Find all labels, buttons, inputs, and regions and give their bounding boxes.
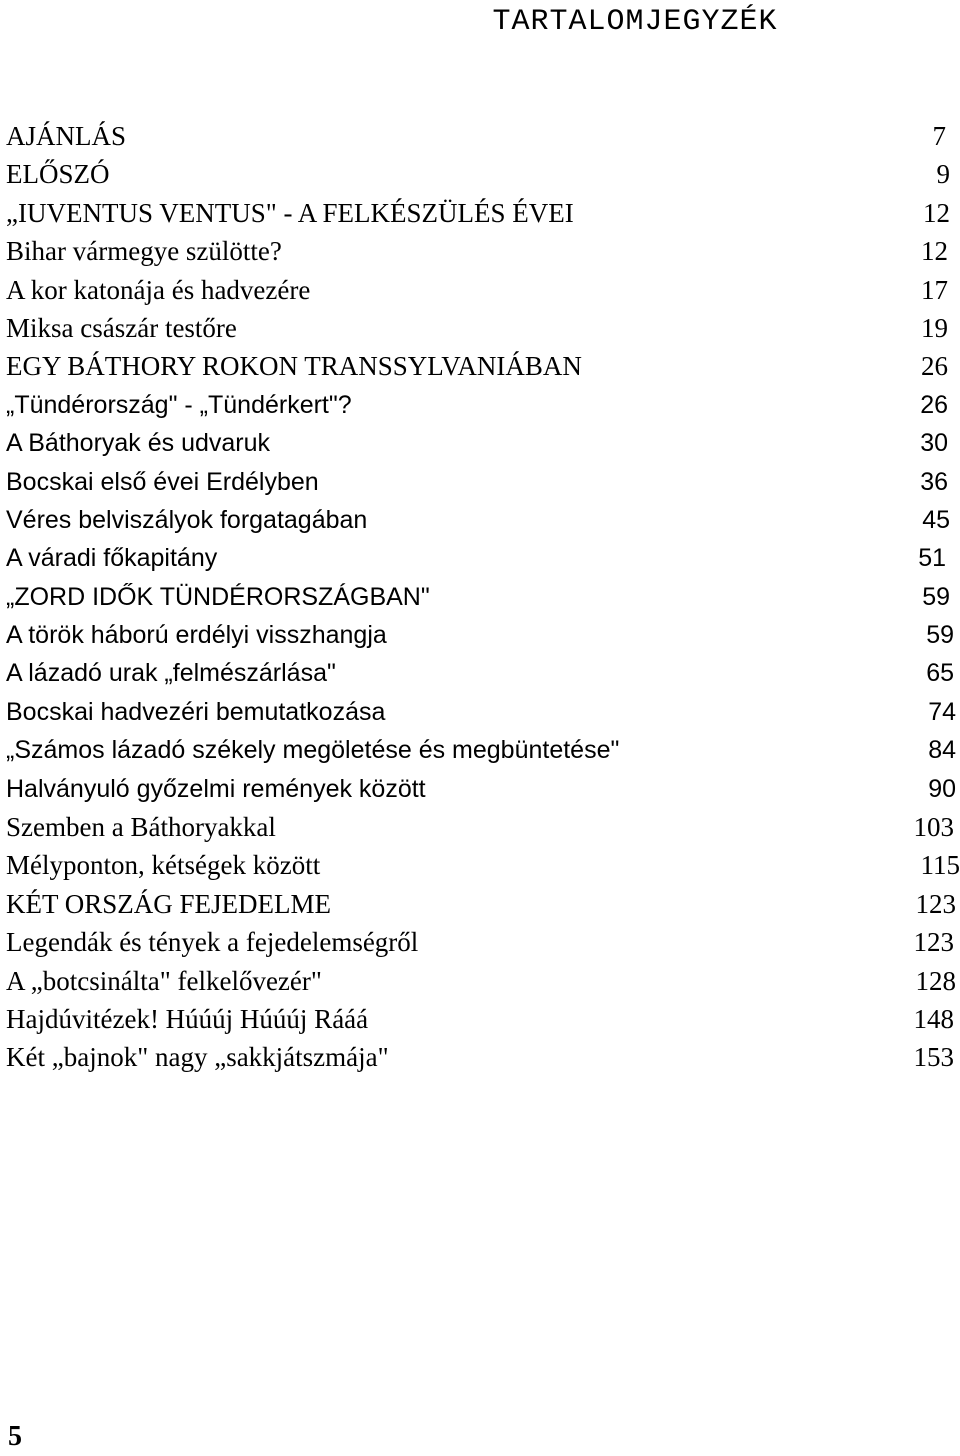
toc-entry-page: 12 [921, 236, 948, 267]
toc-entry [6, 309, 960, 347]
toc-entry [6, 1038, 960, 1076]
toc-entry [6, 347, 960, 385]
toc-entry-page: 123 [915, 888, 956, 919]
toc-entry-page: 103 [913, 812, 954, 843]
table-of-contents [6, 117, 960, 1077]
toc-entry [6, 1000, 960, 1038]
toc-entry-page: 59 [926, 621, 954, 650]
toc-entry-page: 12 [923, 197, 950, 228]
toc-entry [6, 731, 960, 769]
toc-entry-title: Bocskai első évei Erdélyben [6, 467, 319, 496]
toc-entry-title: A váradi főkapitány [6, 544, 218, 573]
toc-entry-title: Halványuló győzelmi remények között [6, 774, 426, 803]
toc-entry-title: A török háború erdélyi visszhangja [6, 621, 387, 650]
toc-entry [6, 693, 960, 731]
toc-entry [6, 155, 960, 193]
toc-entry-title: Hajdúvitézek! Húúúj Húúúj Rááá [6, 1003, 369, 1034]
toc-entry-page: 19 [921, 312, 948, 343]
toc-entry-page: 123 [913, 927, 954, 958]
toc-entry-title: „Tündérország" - „Tündérkert"? [6, 390, 352, 419]
toc-entry-title: A „botcsinálta" felkelővezér" [6, 965, 322, 996]
toc-entry-title: ELŐSZÓ [6, 159, 110, 190]
toc-entry [6, 232, 960, 270]
toc-entry [6, 424, 960, 462]
page-title: TARTALOMJEGYZÉK [492, 5, 778, 39]
toc-entry-page: 59 [922, 582, 950, 611]
toc-entry-page: 17 [921, 274, 948, 305]
toc-entry [6, 808, 960, 846]
toc-entry-page: 9 [936, 159, 950, 190]
toc-entry-title: „Számos lázadó székely megöletése és megbüntetése" [6, 736, 620, 765]
toc-entry-title: EGY BÁTHORY ROKON TRANSSYLVANIÁBAN [6, 351, 582, 382]
toc-entry-title: Mélyponton, kétségek között [6, 850, 321, 881]
toc-entry-page: 65 [926, 659, 954, 688]
toc-entry [6, 654, 960, 692]
toc-entry-title: KÉT ORSZÁG FEJEDELME [6, 888, 332, 919]
toc-entry [6, 616, 960, 654]
toc-entry-page: 30 [920, 429, 948, 458]
toc-entry-title: Két „bajnok" nagy „sakkjátszmája" [6, 1042, 389, 1073]
toc-entry [6, 885, 960, 923]
toc-entry [6, 770, 960, 808]
toc-entry [6, 962, 960, 1000]
toc-entry [6, 271, 960, 309]
toc-entry [6, 463, 960, 501]
toc-entry-title: Miksa császár testőre [6, 312, 237, 343]
toc-entry-page: 153 [913, 1042, 954, 1073]
toc-entry-title: A Báthoryak és udvaruk [6, 429, 271, 458]
toc-entry-page: 115 [920, 850, 960, 881]
toc-entry-title: Bocskai hadvezéri bemutatkozása [6, 697, 386, 726]
toc-entry [6, 117, 960, 155]
toc-entry [6, 194, 960, 232]
toc-entry [6, 846, 960, 884]
toc-entry-page: 148 [913, 1003, 954, 1034]
toc-entry-title: „IUVENTUS VENTUS" - A FELKÉSZÜLÉS ÉVEI [6, 197, 574, 228]
toc-entry-title: Szemben a Báthoryakkal [6, 812, 276, 843]
toc-entry-page: 36 [920, 467, 948, 496]
toc-entry-page: 26 [921, 351, 948, 382]
toc-entry [6, 923, 960, 961]
toc-entry-page: 90 [928, 774, 956, 803]
toc-entry [6, 578, 960, 616]
page-number: 5 [8, 1421, 22, 1452]
toc-entry-title: AJÁNLÁS [6, 121, 127, 151]
toc-entry-page: 84 [928, 736, 956, 765]
toc-entry-page: 7 [932, 121, 946, 151]
toc-entry-page: 45 [922, 505, 950, 534]
toc-entry-page: 51 [918, 544, 946, 573]
toc-entry-title: Véres belviszályok forgatagában [6, 505, 368, 534]
toc-entry-page: 74 [928, 697, 956, 726]
toc-entry-title: Bihar vármegye szülötte? [6, 236, 282, 267]
toc-entry-title: A kor katonája és hadvezére [6, 274, 311, 305]
toc-entry [6, 539, 960, 577]
toc-entry [6, 501, 960, 539]
toc-entry-title: „ZORD IDŐK TÜNDÉRORSZÁGBAN" [6, 582, 430, 611]
toc-entry-title: A lázadó urak „felmészárlása" [6, 659, 336, 688]
toc-entry [6, 386, 960, 424]
toc-entry-title: Legendák és tények a fejedelemségről [6, 927, 419, 958]
toc-entry-page: 128 [915, 965, 956, 996]
toc-entry-page: 26 [920, 390, 948, 419]
